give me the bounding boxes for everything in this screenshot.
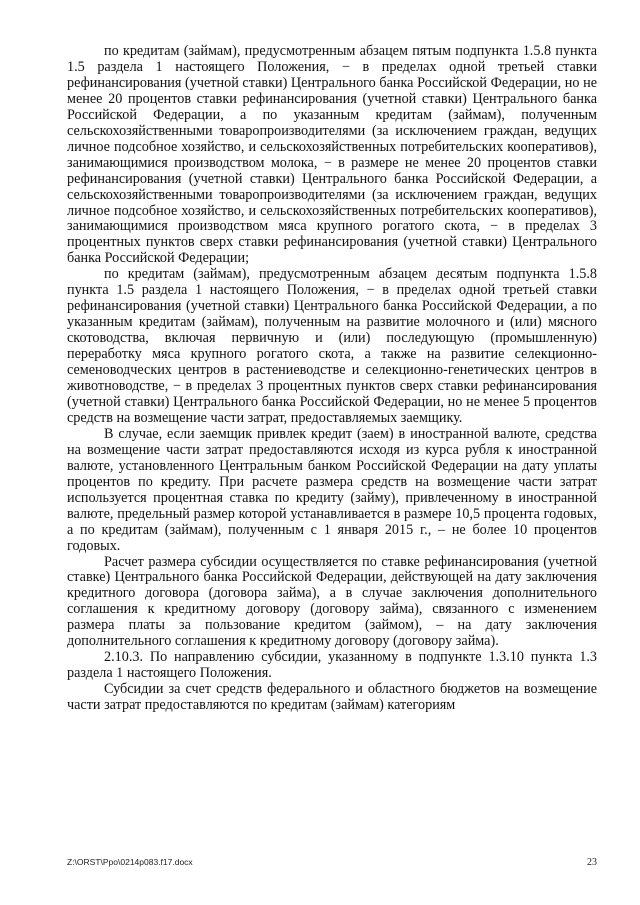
page-number: 23 [587,857,597,868]
paragraph-6: Субсидии за счет средств федерального и областного бюджетов на возмещение части затрат предоставляются по кредитам (займам) категориям [67,681,597,714]
paragraph-5: 2.10.3. По направлению субсидии, указанному в подпункте 1.3.10 пункта 1.3 раздела 1 настоящего Положения. [67,649,597,682]
paragraph-1: по кредитам (займам), предусмотренным абзацем пятым подпункта 1.5.8 пункта 1.5 раздела 1 настоящего Положения, − в пределах одной третьей ставки рефинансирования (учетной ставки) Центрального банка Российской Федерации, но не менее 20 процентов ставки рефинансирования (учетной ставки) Центрального банка Российской Федерации, а по указанным кредитам (займам), полученным сельскохозяйственными товаропроизводителями (за исключением граждан, ведущих личное подсобное хозяйство, и сельскохозяйственных потребительских кооперативов), занимающимися производством молока, − в размере не менее 20 процентов ставки рефинансирования (учетной ставки) Центрального банка Российской Федерации, а сельскохозяйственными товаропроизводителями (за исключением граждан, ведущих личное подсобное хозяйство, и сельскохозяйственных потребительских кооперативов), занимающимися производством мяса крупного рогатого скота, − в пределах 3 процентных пунктов сверх ставки рефинансирования (учетной ставки) Центрального банка Российской Федерации; [67,43,597,267]
footer-file-path: Z:\ORST\Ppo\0214p083.f17.docx [67,857,193,867]
document-body [67,44,597,714]
page-footer [67,857,597,868]
paragraph-4: Расчет размера субсидии осуществляется по ставке рефинансирования (учетной ставке) Центрального банка Российской Федерации, действующей на дату заключения кредитного договора (договора займа), а в случае заключения дополнительного соглашения к кредитному договору (договору займа), связанного с изменением размера платы за пользование кредитом (займом), – на дату заключения дополнительного соглашения к кредитному договору (договору займа). [67,553,597,650]
paragraph-2: по кредитам (займам), предусмотренным абзацем десятым подпункта 1.5.8 пункта 1.5 раздела 1 настоящего Положения, − в пределах одной третьей ставки рефинансирования (учетной ставки) Центрального банка Российской Федерации, а по указанным кредитам (займам), полученным на развитие молочного и (или) мясного скотоводства, включая первичную и (или) последующую (промышленную) переработку мяса крупного рогатого скота, а также на развитие селекционно-семеноводческих центров в растениеводстве и селекционно-генетических центров в животноводстве, − в пределах 3 процентных пунктов сверх ставки рефинансирования (учетной ставки) Центрального банка Российской Федерации, но не менее 5 процентов средств на возмещение части затрат, предоставляемых заемщику. [67,266,597,426]
paragraph-3: В случае, если заемщик привлек кредит (заем) в иностранной валюте, средства на возмещение части затрат предоставляются исходя из курса рубля к иностранной валюте, установленного Центральным банком Российской Федерации на дату уплаты процентов по кредиту. При расчете размера средств на возмещение части затрат используется процентная ставка по кредиту (займу), привлеченному в иностранной валюте, предельный размер которой устанавливается в размере 10,5 процента годовых, а по кредитам (займам), полученным с 1 января 2015 г., – не более 10 процентов годовых. [67,425,597,554]
